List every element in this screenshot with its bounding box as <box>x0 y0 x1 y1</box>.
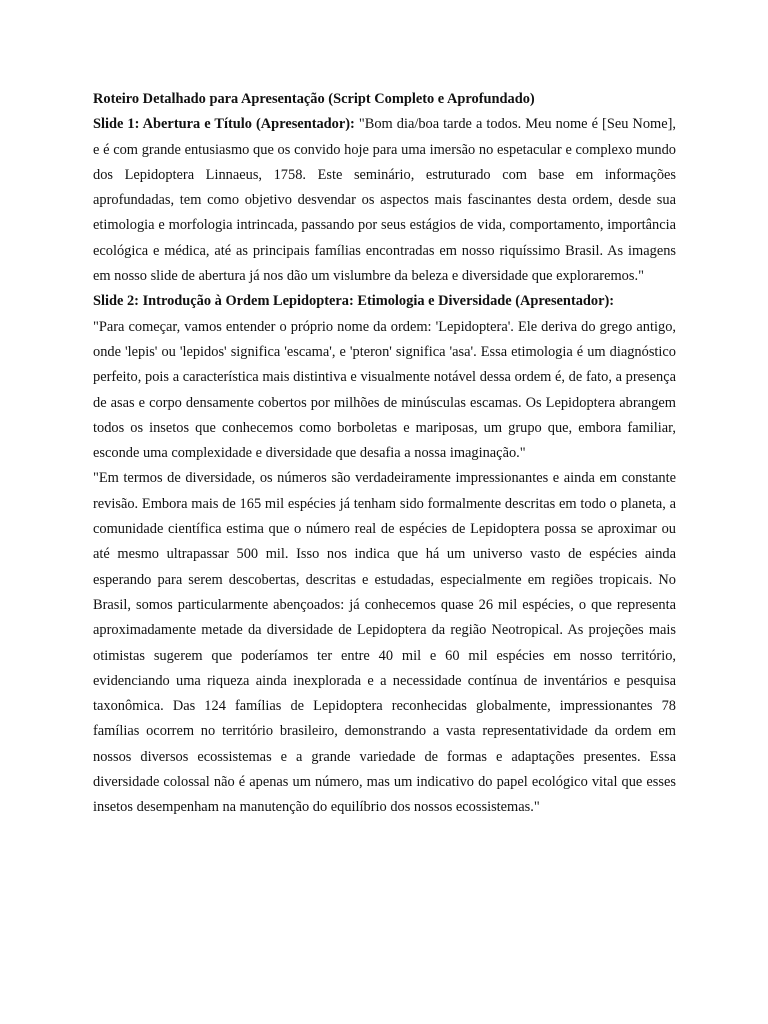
slide-1-text: "Bom dia/boa tarde a todos. Meu nome é [Seu Nome], e é com grande entusiasmo que os convido hoje para uma imersão no espetacular e complexo mundo dos Lepidoptera Linnaeus, 1758. Este seminário, estruturado com base em informações aprofundadas, tem como objetivo desvendar os aspectos mais fascinantes desta ordem, desde sua etimologia e morfologia intrincada, passando por seus estágios de vida, comportamento, importância ecológica e médica, até as principais famílias encontradas em nosso riquíssimo Brasil. As imagens em nosso slide de abertura já nos dão um vislumbre da beleza e diversidade que exploraremos." <box>93 116 676 285</box>
slide-2-paragraph-1: "Para começar, vamos entender o próprio nome da ordem: 'Lepidoptera'. Ele deriva do grego antigo, onde 'lepis' ou 'lepidos' significa 'escama', e 'pteron' significa 'asa'. Essa etimologia é um diagnóstico perfeito, pois a característica mais distintiva e visualmente notável dessa ordem é, de fato, a presença de asas e corpo densamente cobertos por milhões de minúsculas escamas. Os Lepidoptera abrangem todos os insetos que conhecemos como borboletas e mariposas, um grupo que, embora familiar, esconde uma complexidade e diversidade que desafia a nossa imaginação." <box>93 318 676 462</box>
slide-1-heading: Slide 1: Abertura e Título (Apresentador): <box>93 116 355 133</box>
document-title: Roteiro Detalhado para Apresentação (Script Completo e Aprofundado) <box>93 91 535 107</box>
slide-2-paragraph-2: "Em termos de diversidade, os números são verdadeiramente impressionantes e ainda em constante revisão. Embora mais de 165 mil espécies já tenham sido formalmente descritas em todo o planeta, a comunidade científica estima que o número real de espécies de Lepidoptera possa se aproximar ou até mesmo ultrapassar 500 mil. Isso nos indica que há um universo vasto de espécies ainda esperando para serem descobertas, descritas e estudadas, especialmente em regiões tropicais. No Brasil, somos particularmente abençoados: já conhecemos quase 26 mil espécies, o que representa aproximadamente metade da diversidade de Lepidoptera da região Neotropical. As projeções mais otimistas sugerem que poderíamos ter entre 40 mil e 60 mil espécies em nosso território, evidenciando uma riqueza ainda inexplorada e a necessidade contínua de inventários e pesquisa taxonômica. Das 124 famílias de Lepidoptera reconhecidas globalmente, impressionantes 78 famílias ocorrem no território brasileiro, demonstrando a vasta representatividade da ordem em nossos diversos ecossistemas e a grande variedade de formas e adaptações presentes. Essa diversidade colossal não é apenas um número, mas um indicativo do papel ecológico vital que esses insetos desempenham na manutenção do equilíbrio dos nossos ecossistemas." <box>93 470 676 816</box>
slide-2-heading: Slide 2: Introdução à Ordem Lepidoptera: Etimologia e Diversidade (Apresentador): <box>93 293 615 310</box>
slide-1-paragraph <box>93 112 676 289</box>
document-page <box>93 87 676 821</box>
